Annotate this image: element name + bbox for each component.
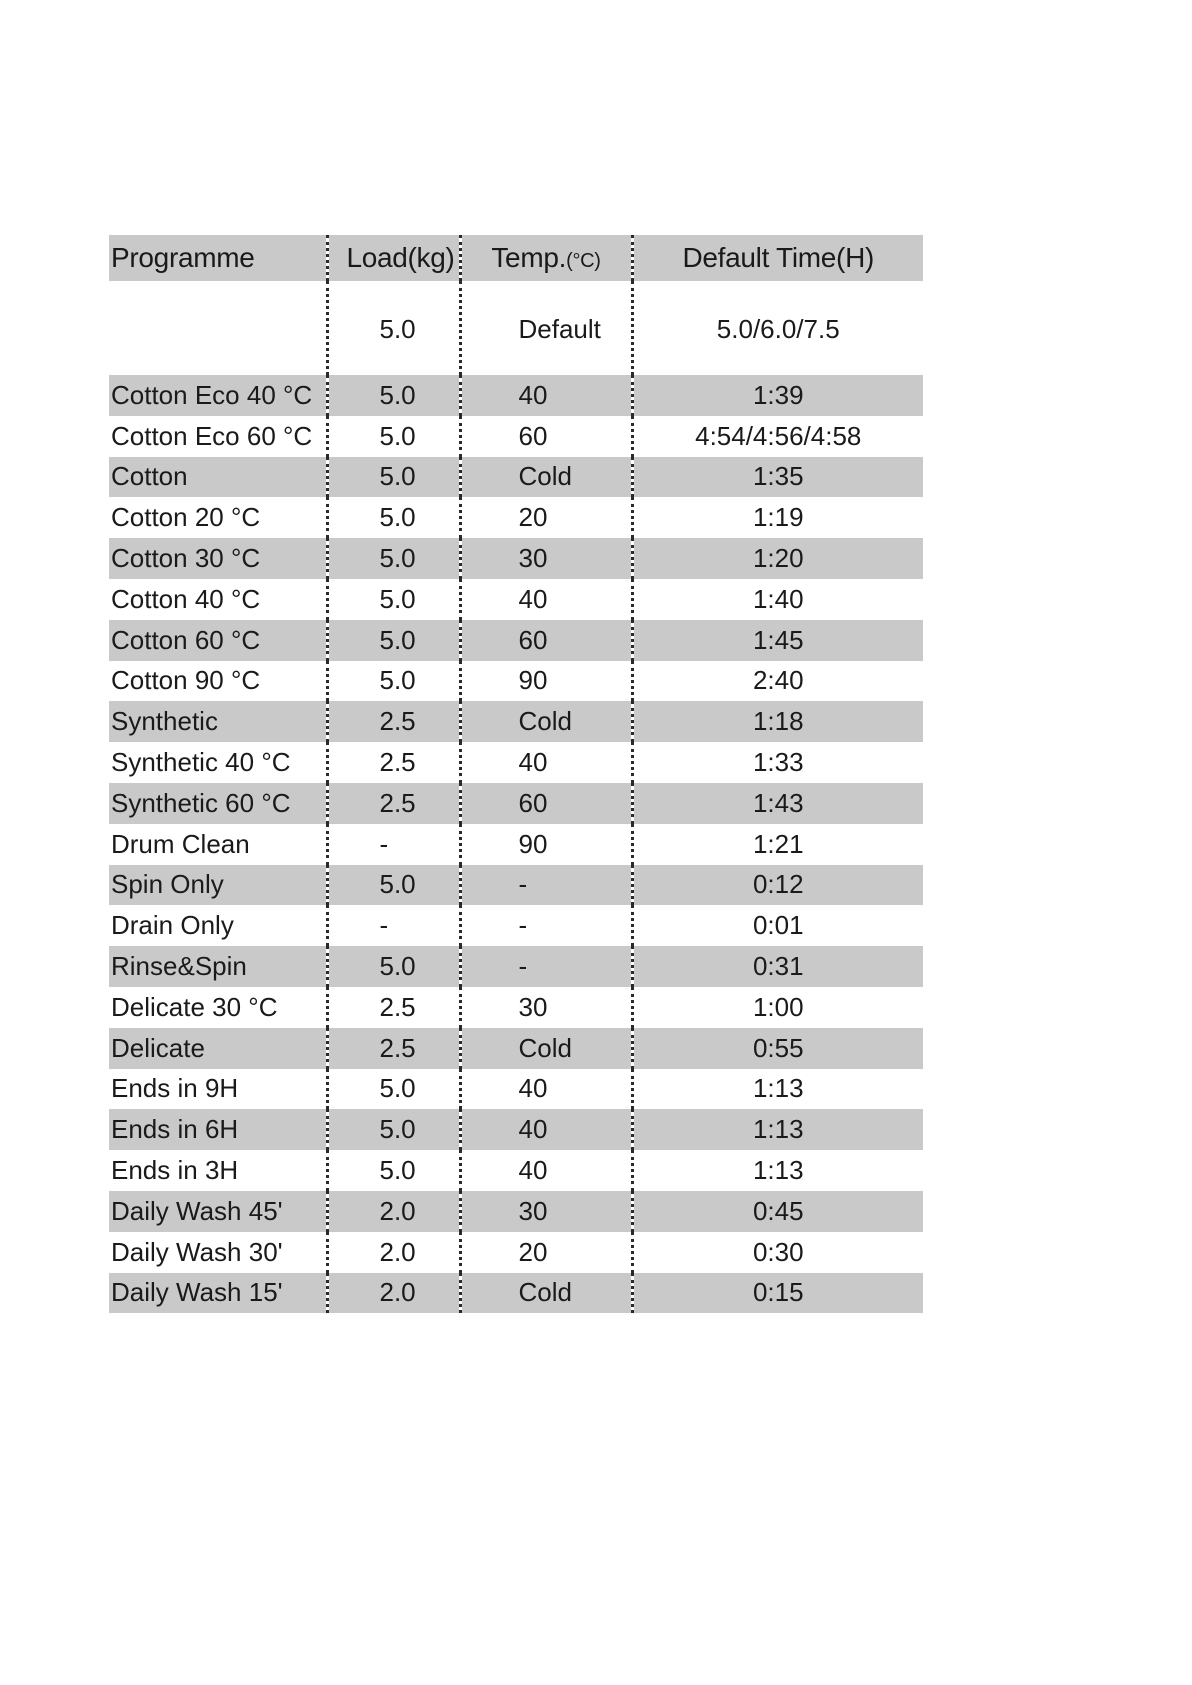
cell-programme: Drum Clean bbox=[111, 828, 250, 859]
table-row bbox=[109, 661, 923, 702]
header-temp-unit: (°C) bbox=[566, 250, 601, 272]
table-row bbox=[109, 579, 923, 620]
cell-default-time: 1:33 bbox=[632, 742, 923, 783]
cell-temp: 40 bbox=[460, 1109, 632, 1150]
cell-default-time: 2:40 bbox=[632, 661, 923, 702]
table-row bbox=[109, 1069, 923, 1110]
cell-default-time: 0:45 bbox=[632, 1191, 923, 1232]
cell-load: 5.0 bbox=[327, 865, 460, 906]
table-row bbox=[109, 620, 923, 661]
cell-default-time: 1:00 bbox=[632, 987, 923, 1028]
cell-programme: Spin Only bbox=[111, 869, 224, 900]
programme-table bbox=[109, 235, 923, 1313]
cell-programme: Cotton 40 °C bbox=[111, 583, 261, 614]
table-row bbox=[109, 457, 923, 498]
table-row bbox=[109, 1109, 923, 1150]
cell-programme: Daily Wash 15' bbox=[111, 1277, 283, 1308]
cell-load: 5.0 bbox=[327, 375, 460, 416]
cell-default-time: 4:54/4:56/4:58 bbox=[632, 416, 923, 457]
cell-temp: 60 bbox=[460, 416, 632, 457]
cell-programme: Cotton 20 °C bbox=[111, 502, 261, 533]
header-default-time: Default Time(H) bbox=[632, 235, 923, 281]
cell-temp: Cold bbox=[460, 701, 632, 742]
cell-load: 5.0 bbox=[327, 579, 460, 620]
cell-load: 2.5 bbox=[327, 987, 460, 1028]
cell-programme: Synthetic 40 °C bbox=[111, 747, 291, 778]
cell-load: 2.0 bbox=[327, 1232, 460, 1273]
header-temp-label: Temp. bbox=[491, 242, 567, 273]
cell-default-time: 1:39 bbox=[632, 375, 923, 416]
cell-programme: Delicate 30 °C bbox=[111, 991, 278, 1022]
cell-programme: Ends in 9H bbox=[111, 1073, 239, 1104]
cell-temp: - bbox=[460, 946, 632, 987]
cell-temp: 30 bbox=[460, 1191, 632, 1232]
cell-programme: Delicate bbox=[111, 1032, 205, 1063]
table-row bbox=[109, 416, 923, 457]
cell-load: 2.5 bbox=[327, 701, 460, 742]
cell-default-time: 0:01 bbox=[632, 905, 923, 946]
table-row bbox=[109, 281, 923, 375]
cell-default-time: 1:45 bbox=[632, 620, 923, 661]
cell-load: 5.0 bbox=[327, 416, 460, 457]
cell-programme bbox=[109, 281, 327, 375]
table-row bbox=[109, 905, 923, 946]
cell-load: 2.0 bbox=[327, 1273, 460, 1314]
cell-programme: Ends in 3H bbox=[111, 1155, 239, 1186]
cell-default-time: 1:21 bbox=[632, 824, 923, 865]
cell-programme: Synthetic 60 °C bbox=[111, 787, 291, 818]
cell-temp: Cold bbox=[460, 457, 632, 498]
cell-programme: Daily Wash 45' bbox=[111, 1195, 283, 1226]
cell-programme: Ends in 6H bbox=[111, 1114, 239, 1145]
cell-temp: - bbox=[460, 905, 632, 946]
cell-default-time: 1:13 bbox=[632, 1150, 923, 1191]
cell-load: 5.0 bbox=[327, 538, 460, 579]
cell-load: 2.5 bbox=[327, 742, 460, 783]
cell-temp: 60 bbox=[460, 783, 632, 824]
cell-default-time: 1:40 bbox=[632, 579, 923, 620]
cell-default-time: 1:19 bbox=[632, 497, 923, 538]
table-row bbox=[109, 701, 923, 742]
table-row bbox=[109, 1191, 923, 1232]
cell-load: 2.5 bbox=[327, 783, 460, 824]
table-row bbox=[109, 987, 923, 1028]
cell-load: 2.0 bbox=[327, 1191, 460, 1232]
table-row bbox=[109, 783, 923, 824]
table-row bbox=[109, 1028, 923, 1069]
cell-temp: Cold bbox=[460, 1028, 632, 1069]
cell-temp: Default bbox=[460, 281, 632, 375]
cell-programme: Cotton Eco 40 °C bbox=[111, 379, 313, 410]
cell-default-time: 1:43 bbox=[632, 783, 923, 824]
cell-temp: 40 bbox=[460, 579, 632, 620]
cell-default-time: 0:30 bbox=[632, 1232, 923, 1273]
cell-default-time: 0:31 bbox=[632, 946, 923, 987]
cell-temp: 60 bbox=[460, 620, 632, 661]
cell-temp: Cold bbox=[460, 1273, 632, 1314]
cell-default-time: 1:13 bbox=[632, 1069, 923, 1110]
cell-temp: 90 bbox=[460, 824, 632, 865]
cell-programme: Cotton bbox=[111, 461, 188, 492]
cell-load: 5.0 bbox=[327, 497, 460, 538]
table-row bbox=[109, 375, 923, 416]
table-row bbox=[109, 1232, 923, 1273]
table-row bbox=[109, 497, 923, 538]
cell-load: 5.0 bbox=[327, 620, 460, 661]
cell-default-time: 5.0/6.0/7.5 bbox=[632, 281, 923, 375]
cell-temp: 30 bbox=[460, 987, 632, 1028]
cell-programme: Rinse&Spin bbox=[111, 951, 247, 982]
cell-default-time: 1:20 bbox=[632, 538, 923, 579]
cell-programme: Cotton 60 °C bbox=[111, 624, 261, 655]
cell-temp: 40 bbox=[460, 1069, 632, 1110]
table-row bbox=[109, 824, 923, 865]
cell-load: 5.0 bbox=[327, 457, 460, 498]
cell-programme: Drain Only bbox=[111, 910, 234, 941]
table-row bbox=[109, 865, 923, 906]
header-temp bbox=[460, 235, 632, 281]
cell-default-time: 0:55 bbox=[632, 1028, 923, 1069]
cell-temp: 30 bbox=[460, 538, 632, 579]
table-row bbox=[109, 946, 923, 987]
cell-load: - bbox=[327, 824, 460, 865]
cell-programme: Cotton Eco 60 °C bbox=[111, 420, 313, 451]
table-row bbox=[109, 538, 923, 579]
cell-temp: 40 bbox=[460, 742, 632, 783]
cell-load: 5.0 bbox=[327, 1109, 460, 1150]
cell-default-time: 1:18 bbox=[632, 701, 923, 742]
cell-temp: 90 bbox=[460, 661, 632, 702]
header-load: Load(kg) bbox=[327, 235, 460, 281]
cell-load: 2.5 bbox=[327, 1028, 460, 1069]
cell-default-time: 1:13 bbox=[632, 1109, 923, 1150]
cell-load: 5.0 bbox=[327, 1150, 460, 1191]
cell-load: 5.0 bbox=[327, 1069, 460, 1110]
table-row bbox=[109, 1273, 923, 1314]
header-programme: Programme bbox=[111, 242, 255, 273]
cell-default-time: 0:15 bbox=[632, 1273, 923, 1314]
cell-temp: 20 bbox=[460, 497, 632, 538]
cell-default-time: 0:12 bbox=[632, 865, 923, 906]
cell-temp: 40 bbox=[460, 375, 632, 416]
cell-load: - bbox=[327, 905, 460, 946]
table-row bbox=[109, 1150, 923, 1191]
cell-programme: Cotton 90 °C bbox=[111, 665, 261, 696]
table-header bbox=[109, 235, 923, 281]
cell-temp: 20 bbox=[460, 1232, 632, 1273]
cell-load: 5.0 bbox=[327, 946, 460, 987]
cell-programme: Daily Wash 30' bbox=[111, 1236, 283, 1267]
cell-temp: 40 bbox=[460, 1150, 632, 1191]
table-row bbox=[109, 742, 923, 783]
cell-programme: Synthetic bbox=[111, 706, 218, 737]
cell-temp: - bbox=[460, 865, 632, 906]
cell-programme: Cotton 30 °C bbox=[111, 543, 261, 574]
cell-default-time: 1:35 bbox=[632, 457, 923, 498]
cell-load: 5.0 bbox=[327, 281, 460, 375]
cell-load: 5.0 bbox=[327, 661, 460, 702]
header-row bbox=[109, 235, 923, 281]
table-body bbox=[109, 281, 923, 1313]
